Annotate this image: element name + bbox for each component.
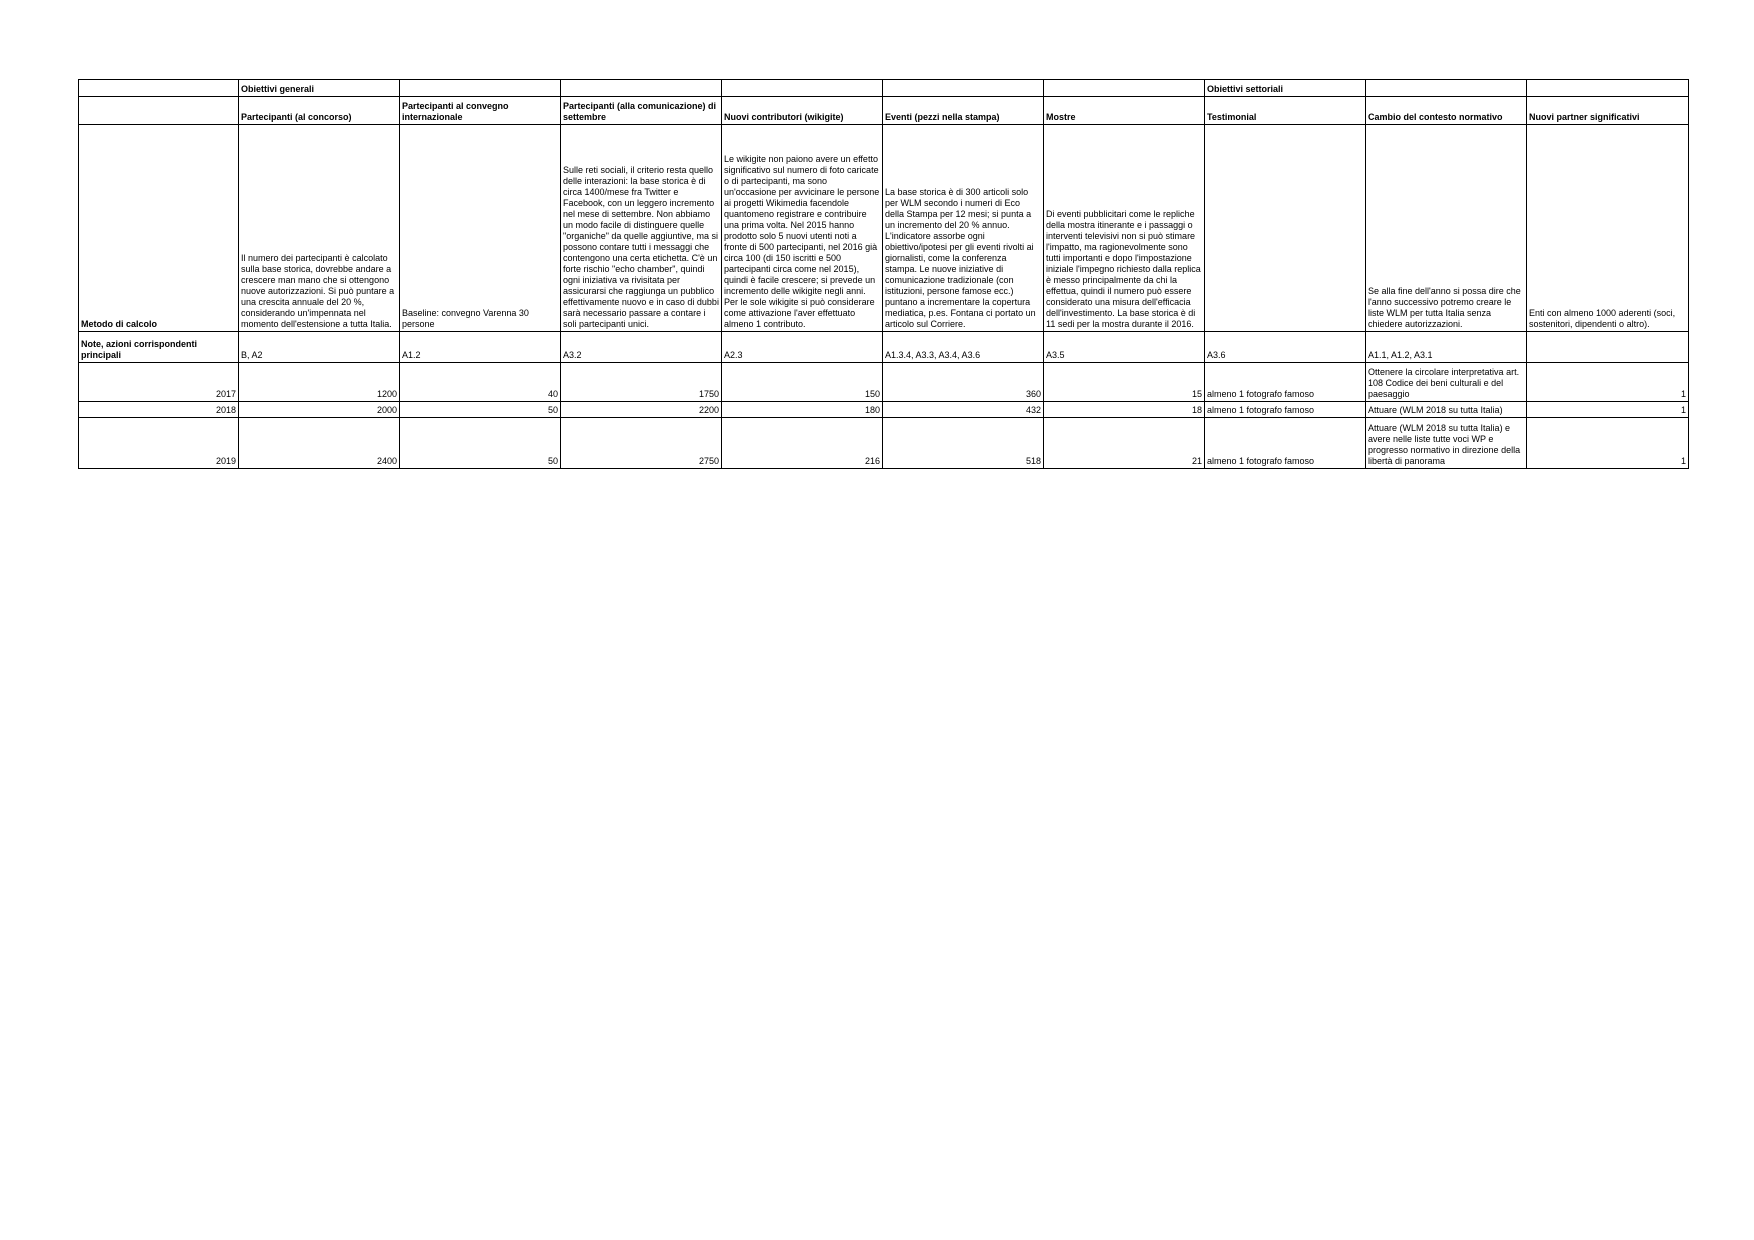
method-cell: La base storica è di 300 articoli solo per WLM secondo i numeri di Eco della Stampa per 12 mesi; si punta a un incremento del 20 % annuo. L'indicatore assorbe ogni obiettivo/ipotesi per gli eventi rivolti ai giornalisti, come la conferenza stampa. Le nuove iniziative di comunicazione tradizionale (con istituzioni, persone famose ecc.) puntano a incrementare la copertura mediatica, p.es. Fontana ci portato un articolo sul Corriere. <box>883 125 1044 332</box>
value-cell: 2200 <box>561 402 722 418</box>
column-header: Cambio del contesto normativo <box>1366 97 1527 125</box>
year-label: 2018 <box>79 402 239 418</box>
value-cell: 50 <box>400 418 561 469</box>
notes-cell: A1.2 <box>400 332 561 363</box>
value-cell: 216 <box>722 418 883 469</box>
empty-cell <box>79 80 239 97</box>
method-cell: Le wikigite non paiono avere un effetto significativo sul numero di foto caricate o di partecipanti, ma sono un'occasione per avvicinare le persone ai progetti Wikimedia facendole quantomeno registrare e contribuire una prima volta. Nel 2015 hanno prodotto solo 5 nuovi utenti noti a fronte di 500 partecipanti, nel 2016 già circa 100 (di 150 iscritti e 500 partecipanti circa come nel 2015), quindi è facile crescere; si prevede un incremento delle wikigite negli anni. Per le sole wikigite si può considerare come attivazione l'aver effettuato almeno 1 contributo. <box>722 125 883 332</box>
value-cell: 18 <box>1044 402 1205 418</box>
value-cell: 180 <box>722 402 883 418</box>
column-header: Partecipanti (alla comunicazione) di settembre <box>561 97 722 125</box>
empty-cell <box>400 80 561 97</box>
partner-cell: 1 <box>1527 402 1689 418</box>
notes-cell: A1.1, A1.2, A3.1 <box>1366 332 1527 363</box>
notes-cell: A3.2 <box>561 332 722 363</box>
empty-cell <box>1044 80 1205 97</box>
normativo-cell: Attuare (WLM 2018 su tutta Italia) e avere nelle liste tutte voci WP e progresso normativo in direzione della libertà di panorama <box>1366 418 1527 469</box>
testimonial-cell: almeno 1 fotografo famoso <box>1205 402 1366 418</box>
notes-cell <box>1527 332 1689 363</box>
value-cell: 2400 <box>239 418 400 469</box>
empty-cell <box>722 80 883 97</box>
year-label: 2019 <box>79 418 239 469</box>
value-cell: 1750 <box>561 363 722 402</box>
partner-cell: 1 <box>1527 418 1689 469</box>
column-header: Partecipanti al convegno internazionale <box>400 97 561 125</box>
value-cell: 2750 <box>561 418 722 469</box>
group-header-row <box>79 80 1689 97</box>
value-cell: 1200 <box>239 363 400 402</box>
method-cell: Il numero dei partecipanti è calcolato sulla base storica, dovrebbe andare a crescere man mano che si ottengono nuove autorizzazioni. Si può puntare a una crescita annuale del 20 %, considerando un'impennata nel momento dell'estensione a tutta Italia. <box>239 125 400 332</box>
empty-cell <box>1527 80 1689 97</box>
year-row-2019 <box>79 418 1689 469</box>
row-label: Note, azioni corrispondenti principali <box>79 332 239 363</box>
partner-cell: 1 <box>1527 363 1689 402</box>
column-header: Eventi (pezzi nella stampa) <box>883 97 1044 125</box>
group-header-general: Obiettivi generali <box>239 80 400 97</box>
value-cell: 432 <box>883 402 1044 418</box>
notes-cell: B, A2 <box>239 332 400 363</box>
column-header: Nuovi partner significativi <box>1527 97 1689 125</box>
method-cell: Baseline: convegno Varenna 30 persone <box>400 125 561 332</box>
column-header: Partecipanti (al concorso) <box>239 97 400 125</box>
notes-cell: A1.3.4, A3.3, A3.4, A3.6 <box>883 332 1044 363</box>
method-cell <box>1205 125 1366 332</box>
value-cell: 2000 <box>239 402 400 418</box>
column-header: Testimonial <box>1205 97 1366 125</box>
value-cell: 50 <box>400 402 561 418</box>
value-cell: 518 <box>883 418 1044 469</box>
normativo-cell: Ottenere la circolare interpretativa art. 108 Codice dei beni culturali e del paesaggio <box>1366 363 1527 402</box>
value-cell: 15 <box>1044 363 1205 402</box>
testimonial-cell: almeno 1 fotografo famoso <box>1205 363 1366 402</box>
value-cell: 150 <box>722 363 883 402</box>
group-header-sectoral: Obiettivi settoriali <box>1205 80 1366 97</box>
testimonial-cell: almeno 1 fotografo famoso <box>1205 418 1366 469</box>
value-cell: 360 <box>883 363 1044 402</box>
method-cell: Di eventi pubblicitari come le repliche della mostra itinerante e i passaggi o interventi televisivi non si può stimare l'impatto, ma ragionevolmente sono tutti importanti e dopo l'impostazione iniziale l'impegno richiesto dalla replica è messo principalmente da chi la effettua, quindi il numero può essere considerato una misura dell'efficacia dell'investimento. La base storica è di 11 sedi per la mostra durante il 2016. <box>1044 125 1205 332</box>
empty-cell <box>883 80 1044 97</box>
notes-cell: A3.6 <box>1205 332 1366 363</box>
notes-cell: A3.5 <box>1044 332 1205 363</box>
column-header: Mostre <box>1044 97 1205 125</box>
value-cell: 40 <box>400 363 561 402</box>
year-row-2018 <box>79 402 1689 418</box>
normativo-cell: Attuare (WLM 2018 su tutta Italia) <box>1366 402 1527 418</box>
column-header-row <box>79 97 1689 125</box>
year-row-2017 <box>79 363 1689 402</box>
method-row <box>79 125 1689 332</box>
empty-cell <box>1366 80 1527 97</box>
year-label: 2017 <box>79 363 239 402</box>
objectives-table <box>78 79 1689 469</box>
method-cell: Enti con almeno 1000 aderenti (soci, sostenitori, dipendenti o altro). <box>1527 125 1689 332</box>
column-header: Nuovi contributori (wikigite) <box>722 97 883 125</box>
method-cell: Se alla fine dell'anno si possa dire che l'anno successivo potremo creare le liste WLM per tutta Italia senza chiedere autorizzazioni. <box>1366 125 1527 332</box>
empty-cell <box>79 97 239 125</box>
notes-cell: A2.3 <box>722 332 883 363</box>
notes-row <box>79 332 1689 363</box>
empty-cell <box>561 80 722 97</box>
row-label: Metodo di calcolo <box>79 125 239 332</box>
value-cell: 21 <box>1044 418 1205 469</box>
method-cell: Sulle reti sociali, il criterio resta quello delle interazioni: la base storica è di circa 1400/mese fra Twitter e Facebook, con un leggero incremento nel mese di settembre. Non abbiamo un modo facile di distinguere quelle "organiche" da quelle aggiuntive, ma si possono contare tutti i messaggi che contengono una certa etichetta. C'è un forte rischio "echo chamber", quindi ogni iniziativa va rivisitata per assicurarsi che raggiunga un pubblico effettivamente nuovo e in caso di dubbi sarà necessario passare a contare i soli partecipanti unici. <box>561 125 722 332</box>
